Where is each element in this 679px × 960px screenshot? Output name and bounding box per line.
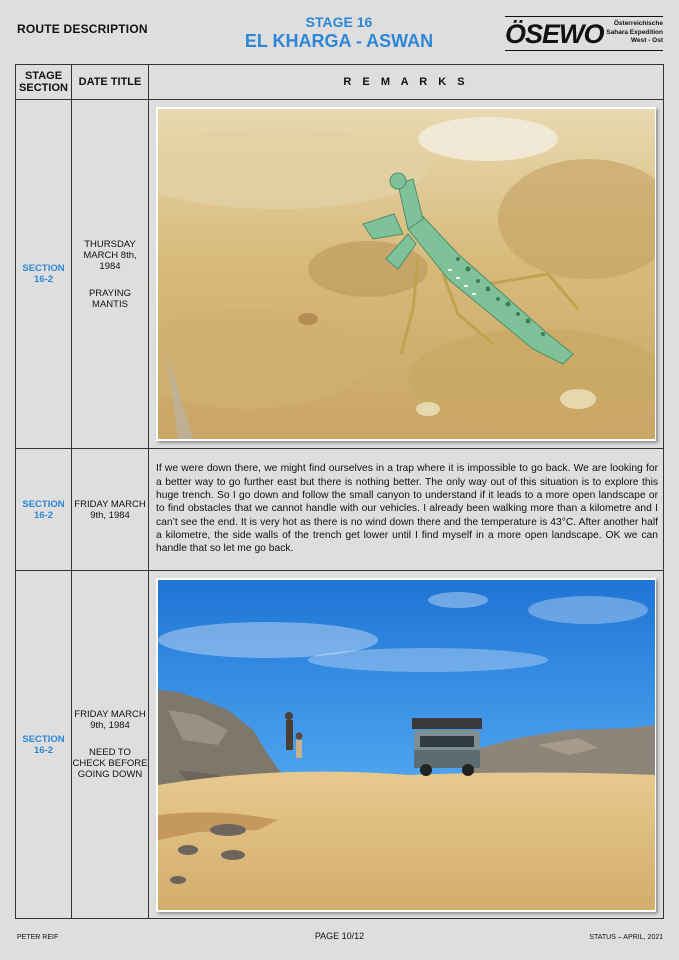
col-date-header: DATE TITLE [72,65,149,100]
date-cell [72,449,149,571]
date-text: FRIDAY MARCH 9th, 1984 [74,498,146,521]
date-text: FRIDAY MARCH 9th, 1984 [74,709,146,731]
col-stage-header: STAGE SECTION [16,65,72,100]
table-row [16,100,664,449]
logo-brand: ÖSEWO [505,19,604,49]
desert-van-photo-icon [158,580,655,910]
photo-cell [149,100,664,449]
logo-rule-top [505,16,663,17]
footer-author: PETER REIF [17,934,59,941]
footer-status: STATUS – APRIL, 2021 [589,934,663,941]
section-cell: SECTION 16-2 [16,449,72,571]
stage-title [200,14,478,52]
header-label: ROUTE DESCRIPTION [17,22,148,36]
remarks-cell [149,449,664,571]
stage-number: STAGE 16 [305,14,373,30]
section-cell: SECTION 16-2 [16,571,72,919]
logo-subtitle: Österreichische Sahara Expedition West - Ost [606,20,663,44]
mantis-photo-icon [158,109,655,439]
photo-cell [149,571,664,919]
date-text: THURSDAY MARCH 8th, 1984 [83,238,137,272]
logo-rule-bottom [505,50,663,51]
route-name: EL KHARGA - ASWAN [244,31,434,51]
date-cell [72,571,149,919]
title-text: NEED TO CHECK BEFORE GOING DOWN [72,747,148,780]
section-cell: SECTION 16-2 [16,100,72,449]
mantis-photo [156,107,656,441]
page-number: PAGE 10/12 [314,931,365,941]
table-row [16,449,664,571]
date-cell [72,100,149,449]
route-table [15,64,664,919]
remarks-text: If we were down there, we might find ourselves in a trap where it is impossible to go back. We are looking for a better way to go further east but there is nothing better. The only way out of this situation is to explore this huge trench. So I go down and follow the small canyon to understand if it leads to a more open landscape or to find obstacles that we cannot handle with our vehicles. I already been walking more than a kilometre and I can’t see the end. It is very hot as there is no wind down there and the temperature is 43°C. After another half a kilometre, the side walls of the trench get lower until I find myself in a more open landscape. OK we can handle that so let me go back. [156,463,658,555]
table-header-row [16,65,664,100]
desert-van-photo [156,578,656,912]
col-remarks-header: R E M A R K S [149,65,664,100]
title-text: PRAYING MANTIS [88,287,132,310]
table-row [16,571,664,919]
osewo-logo [505,14,663,54]
